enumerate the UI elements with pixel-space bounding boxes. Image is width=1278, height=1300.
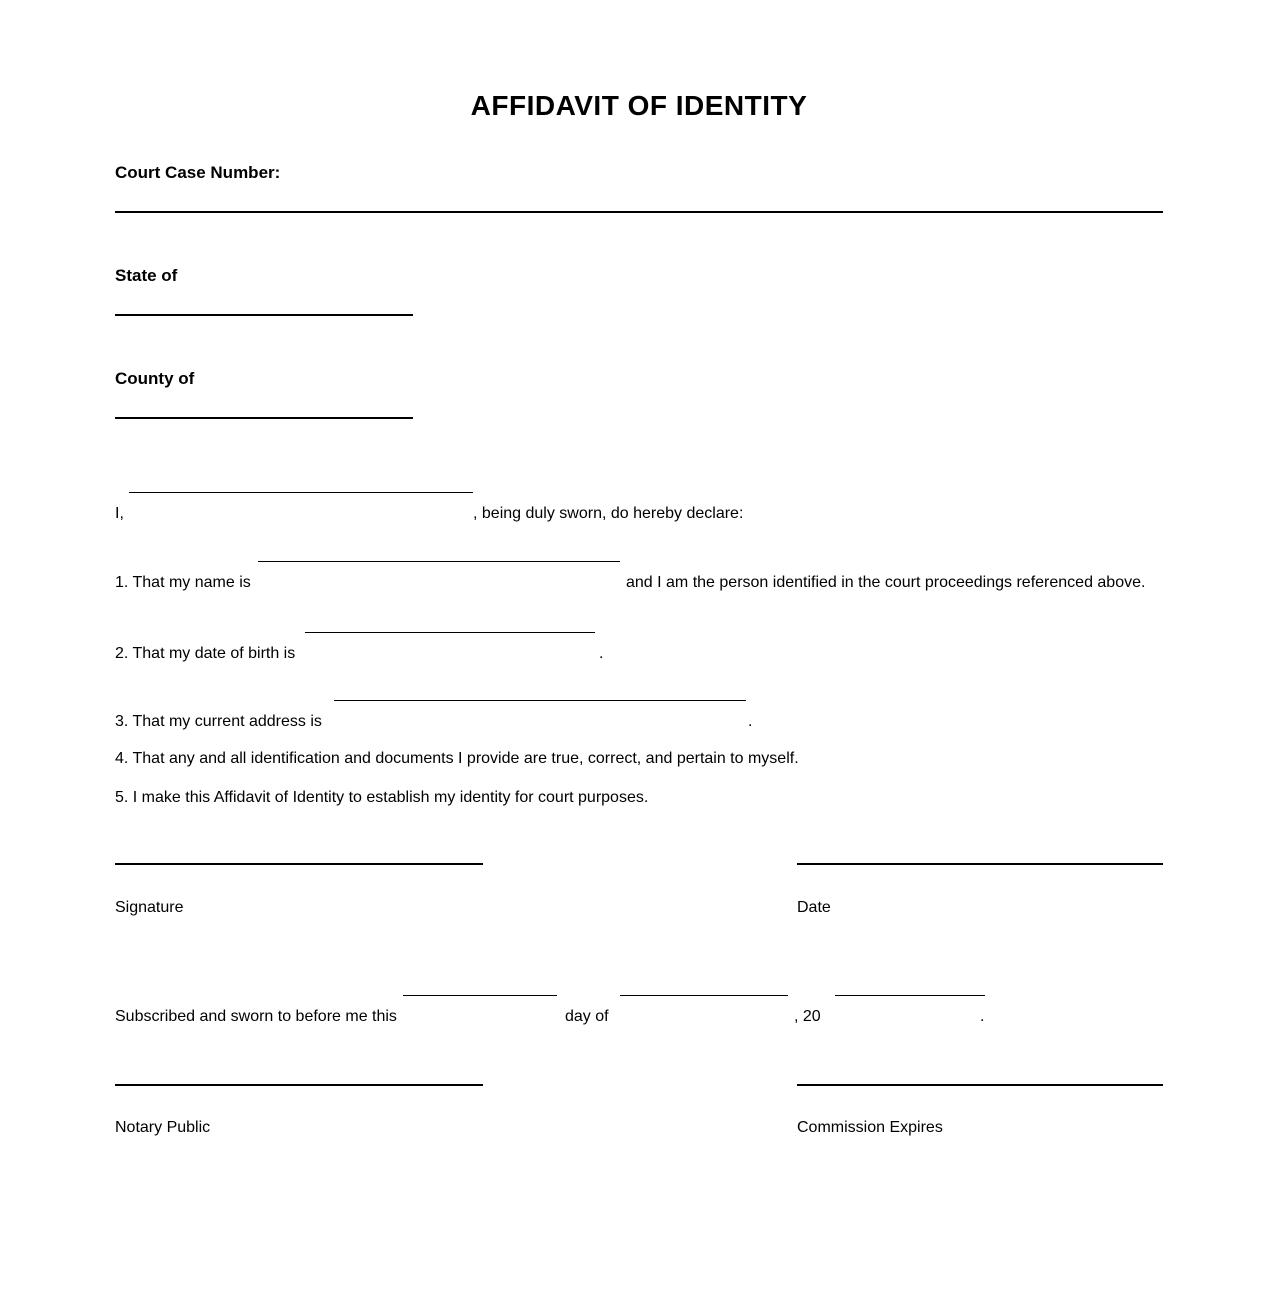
notary-year-field[interactable] [835,995,985,996]
declaration-item-2-prefix: 2. That my date of birth is [115,645,296,662]
notary-public-field[interactable] [115,1084,483,1086]
declaration-item-3-period: . [748,713,753,730]
declaration-item-2-period: . [599,645,604,662]
state-field[interactable] [115,314,413,316]
date-label: Date [797,899,831,916]
notary-day-of-label: day of [565,1008,609,1025]
notary-sentence-period: . [980,1008,985,1025]
page-title: AFFIDAVIT OF IDENTITY [470,90,808,121]
declaration-item-1-prefix: 1. That my name is [115,574,251,591]
notary-month-field[interactable] [620,995,788,996]
notary-public-label: Notary Public [115,1119,211,1136]
notary-sworn-prefix: Subscribed and sworn to before me this [115,1008,397,1025]
declaration-item-5: 5. I make this Affidavit of Identity to establish my identity for court purposes. [115,789,649,806]
affiant-name-field[interactable] [129,492,473,493]
signature-label: Signature [115,899,184,916]
county-of-label: County of [115,369,195,388]
commission-expires-label: Commission Expires [797,1119,943,1136]
declaration-intro-suffix: , being duly sworn, do hereby declare: [473,505,744,522]
date-field[interactable] [797,863,1163,865]
declaration-item-1-suffix: and I am the person identified in the court proceedings referenced above. [626,574,1146,591]
date-of-birth-field[interactable] [305,632,595,633]
signature-field[interactable] [115,863,483,865]
declaration-item-4: 4. That any and all identification and documents I provide are true, correct, and pertain to myself. [115,750,799,767]
court-case-number-label: Court Case Number: [115,163,281,182]
state-of-label: State of [115,266,178,285]
court-case-number-field[interactable] [115,211,1163,213]
county-field[interactable] [115,417,413,419]
address-field[interactable] [334,700,746,701]
commission-expires-field[interactable] [797,1084,1163,1086]
name-field[interactable] [258,561,620,562]
declaration-intro-prefix: I, [115,505,124,522]
notary-day-field[interactable] [403,995,557,996]
declaration-item-3-prefix: 3. That my current address is [115,713,322,730]
notary-year-prefix-label: , 20 [794,1008,821,1025]
